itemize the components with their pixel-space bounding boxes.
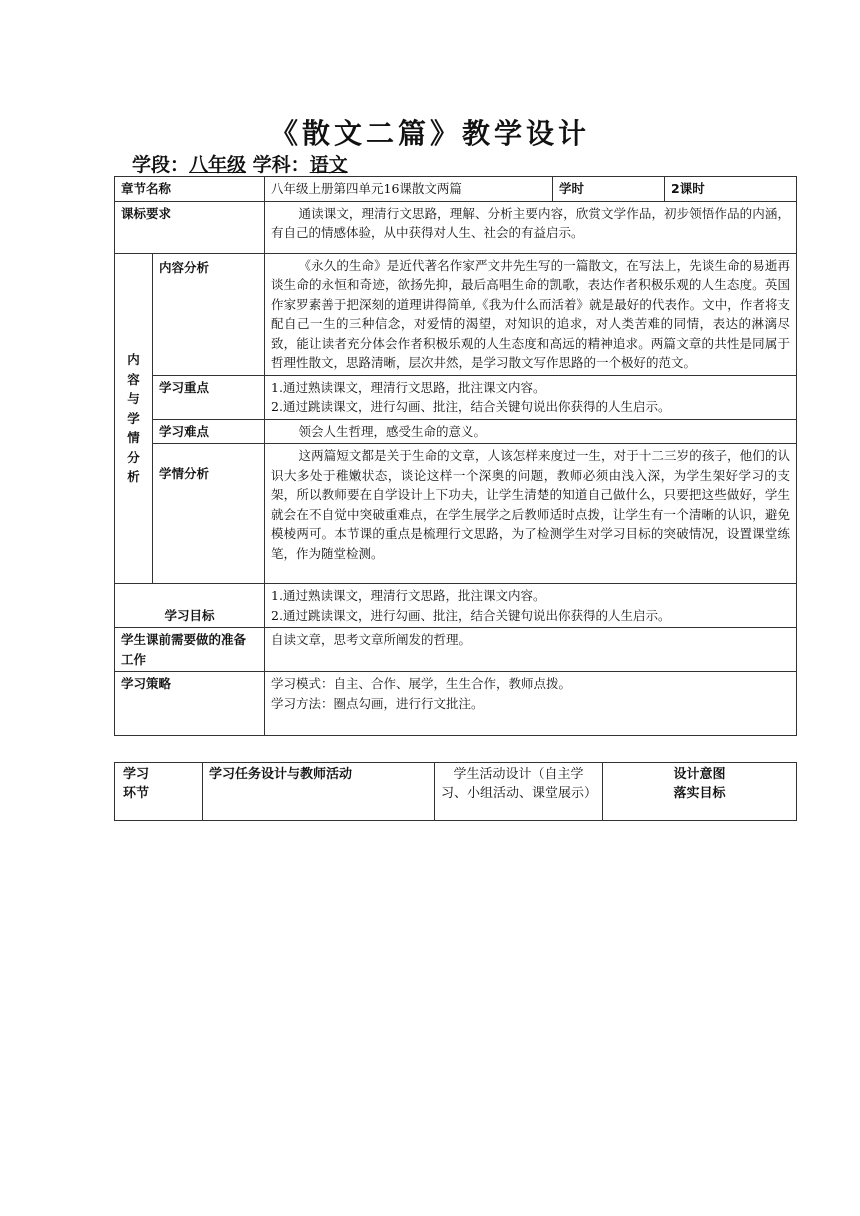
grade-subject-line: [132, 150, 348, 177]
hours-value: 2课时: [665, 177, 797, 202]
steps-header-row: [115, 763, 797, 821]
analysis-group-text: 内容与学情分析: [127, 352, 140, 484]
goals-value: [265, 584, 797, 628]
difficulty-value: 领会人生哲理，感受生命的意义。: [265, 419, 797, 444]
goal-item: 2.通过跳读课文，进行勾画、批注，结合关键句说出你获得的人生启示。: [271, 607, 671, 623]
strategy-row: [115, 672, 797, 736]
analysis-group-label: [115, 253, 153, 584]
prep-label: 学生课前需要做的准备工作: [115, 628, 265, 672]
standard-label: 课标要求: [115, 201, 265, 253]
strategy-item: 学习模式：自主、合作、展学，生生合作，教师点拨。: [271, 676, 572, 691]
strategy-label: 学习策略: [115, 672, 265, 736]
student-row: [115, 444, 797, 584]
key-value: [265, 375, 797, 419]
lesson-plan-table: [114, 176, 797, 736]
strategy-value: [265, 672, 797, 736]
difficulty-label: 学习难点: [153, 419, 265, 444]
key-row: [115, 375, 797, 419]
content-row: [115, 253, 797, 375]
goals-row: [115, 584, 797, 628]
key-label: 学习重点: [153, 375, 265, 419]
key-item: 1.通过熟读课文，理清行文思路，批注课文内容。: [271, 379, 546, 395]
key-item: 2.通过跳读课文，进行勾画、批注，结合关键句说出你获得的人生启示。: [271, 399, 671, 414]
steps-col-task: 学习任务设计与教师活动: [203, 763, 435, 821]
chapter-label: 章节名称: [115, 177, 265, 202]
steps-col-student: 学生活动设计（自主学习、小组活动、课堂展示）: [435, 763, 603, 821]
goals-label: 学习目标: [115, 584, 265, 628]
lesson-steps-table: [114, 762, 797, 821]
hours-label: 学时: [553, 177, 665, 202]
subject-value: 语文: [309, 154, 348, 176]
steps-col-intent: [603, 763, 797, 821]
chapter-row: [115, 177, 797, 202]
subject-label: 学科：: [252, 154, 310, 176]
content-label: 内容分析: [153, 253, 265, 375]
strategy-item: 学习方法：圈点勾画，进行行文批注。: [271, 695, 484, 711]
goal-item: 1.通过熟读课文，理清行文思路，批注课文内容。: [271, 588, 546, 603]
steps-col-intent-line1: 设计意图: [673, 767, 726, 782]
difficulty-row: [115, 419, 797, 444]
prep-value: 自读文章，思考文章所阐发的哲理。: [265, 628, 797, 672]
prep-row: [115, 628, 797, 672]
content-value: 《永久的生命》是近代著名作家严文井先生写的一篇散文，在写法上，先谈生命的易逝再谈生命的永恒和奇迹，欲扬先抑，最后高唱生命的凯歌，表达作者积极乐观的人生态度。英国作家罗素善于把深刻的道理讲得简单,《我为什么而活着》就是最好的代表作。文中，作者将支配自己一生的三种信念，对爱情的渴望，对知识的追求，对人类苦难的同情，表达的淋漓尽致，能让读者充分体会作者积极乐观的人生态度和高远的精神追求。两篇文章的共性是同属于哲理性散文，思路清晰，层次井然，是学习散文写作思路的一个极好的范文。: [265, 253, 797, 375]
student-value: 这两篇短文都是关于生命的文章，人该怎样来度过一生，对于十二三岁的孩子，他们的认识大多处于稚嫩状态，谈论这样一个深奥的问题，教师必须由浅入深，为学生架好学习的支架，所以教师要在自学设计上下功夫，让学生清楚的知道自己做什么，只要把这些做好，学生就会在不自觉中突破重难点，在学生展学之后教师适时点拨，让学生有一个清晰的认识，避免模棱两可。本节课的重点是梳理行文思路，为了检测学生对学习目标的突破情况，设置课堂练笔，作为随堂检测。: [265, 444, 797, 584]
grade-value: 八年级: [189, 154, 247, 176]
standard-row: [115, 201, 797, 253]
document-title: 《散文二篇》教学设计: [269, 117, 590, 150]
steps-col-phase: [115, 763, 203, 821]
chapter-value: 八年级上册第四单元16课散文两篇: [265, 177, 553, 202]
standard-value: 通读课文，理清行文思路，理解、分析主要内容，欣赏文学作品，初步领悟作品的内涵，有自己的情感体验，从中获得对人生、社会的有益启示。: [265, 201, 797, 253]
student-label: 学情分析: [153, 444, 265, 584]
steps-col-phase-text: 学习环节: [123, 767, 150, 801]
grade-label: 学段：: [132, 154, 190, 176]
steps-col-intent-line2: 落实目标: [673, 786, 726, 801]
